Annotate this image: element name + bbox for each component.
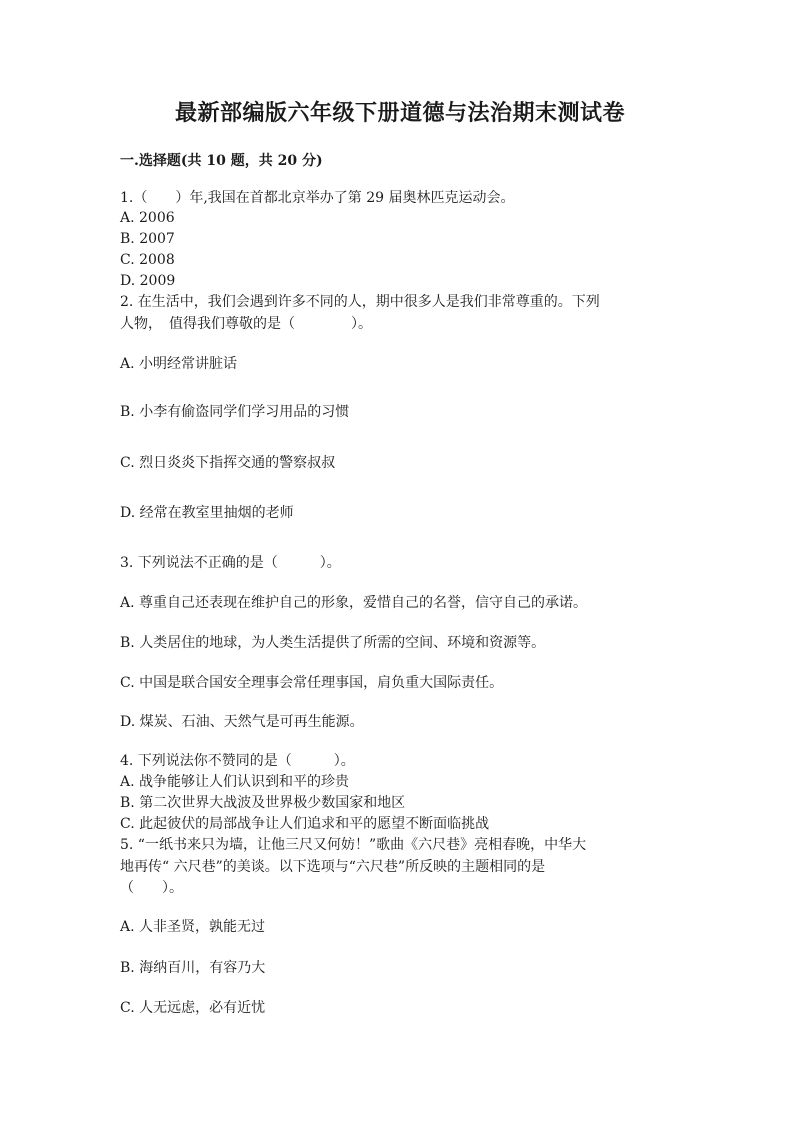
question-5-stem-line-1: 5. “一纸书来只为墙，让他三尺又何妨！”歌曲《六尺巷》亮相春晚，中华大 — [120, 837, 587, 853]
question-5-option-b: B. 海纳百川，有容乃大 — [120, 960, 266, 976]
question-1-option-a: A. 2006 — [120, 210, 175, 226]
question-2-option-d: D. 经常在教室里抽烟的老师 — [120, 505, 294, 521]
question-4-option-a: A. 战争能够让人们认识到和平的珍贵 — [120, 774, 350, 790]
question-5-option-c: C. 人无远虑，必有近忧 — [120, 1000, 266, 1016]
question-2-stem-line-1: 2. 在生活中，我们会遇到许多不同的人，期中很多人是我们非常尊重的。下列 — [120, 294, 600, 310]
question-5-stem-line-2: 地再传“ 六尺巷”的美谈。以下选项与“六尺巷”所反映的主题相同的是 — [120, 859, 546, 875]
question-3-option-a: A. 尊重自己还表现在维护自己的形象，爱惜自己的名誉，信守自己的承诺。 — [120, 595, 588, 611]
question-2-stem-line-2: 人物， 值得我们尊敬的是（ ）。 — [120, 316, 372, 332]
question-5-option-a: A. 人非圣贤，孰能无过 — [120, 919, 266, 935]
question-3-stem: 3. 下列说法不正确的是（ ）。 — [120, 555, 341, 571]
question-4-option-c: C. 此起彼伏的局部战争让人们追求和平的愿望不断面临挑战 — [120, 816, 490, 832]
question-1-stem: 1.（ ）年,我国在首都北京举办了第 29 届奥林匹克运动会。 — [120, 190, 515, 206]
section-heading: 一.选择题(共 10 题，共 20 分) — [120, 153, 323, 169]
question-3-option-b: B. 人类居住的地球，为人类生活提供了所需的空间、环境和资源等。 — [120, 635, 546, 651]
page-title: 最新部编版六年级下册道德与法治期末测试卷 — [174, 100, 625, 126]
question-4-stem: 4. 下列说法你不赞同的是（ ）。 — [120, 753, 355, 769]
question-5-stem-line-3: （ ）。 — [120, 880, 183, 896]
question-3-option-c: C. 中国是联合国安全理事会常任理事国，肩负重大国际责任。 — [120, 675, 504, 691]
question-1-option-b: B. 2007 — [120, 231, 175, 247]
question-3-option-d: D. 煤炭、石油、天然气是可再生能源。 — [120, 714, 364, 730]
question-4-option-b: B. 第二次世界大战波及世界极少数国家和地区 — [120, 795, 406, 811]
question-1-option-c: C. 2008 — [120, 252, 175, 268]
question-2-option-b: B. 小李有偷盗同学们学习用品的习惯 — [120, 404, 350, 420]
question-2-option-c: C. 烈日炎炎下指挥交通的警察叔叔 — [120, 455, 336, 471]
question-2-option-a: A. 小明经常讲脏话 — [120, 356, 238, 372]
question-1-option-d: D. 2009 — [120, 273, 176, 289]
